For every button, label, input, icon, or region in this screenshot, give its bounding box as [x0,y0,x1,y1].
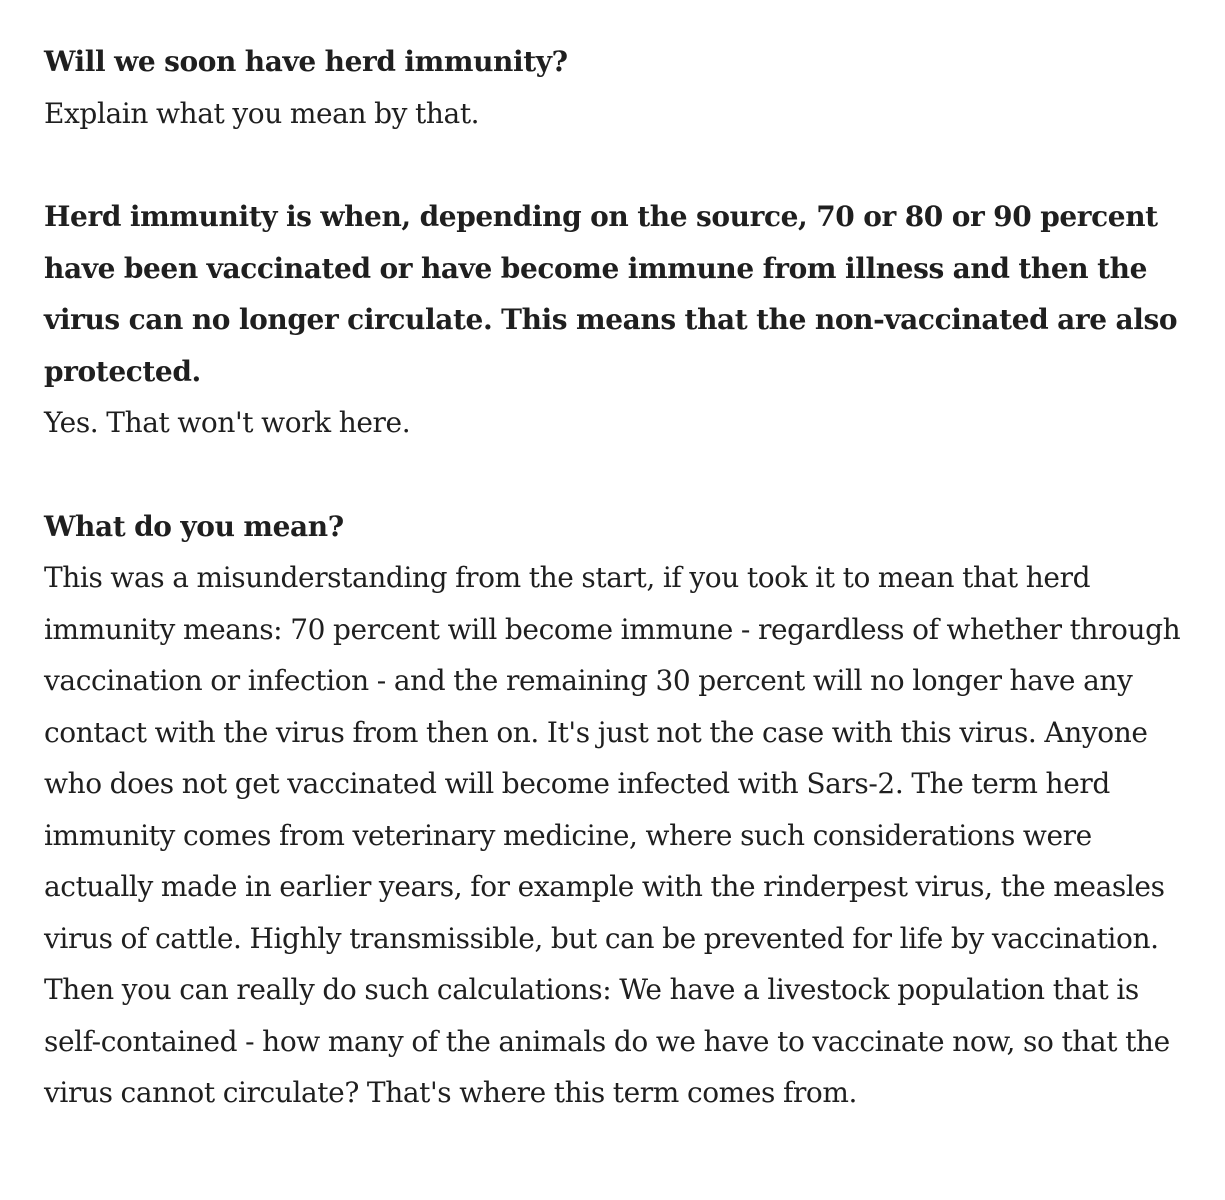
qa-block-what-do-you-mean [44,501,1187,1119]
interviewer-question: Will we soon have herd immunity? [44,45,568,78]
interviewee-answer: This was a misunderstanding from the start, if you took it to mean that herd immunity means: 70 percent will become immune - regardless of whether through vaccination or infection - and the remaining 30 percent will no longer have any contact with the virus from then on. It's just not the case with this virus. Anyone who does not get vaccinated will become infected with Sars-2. The term herd immunity comes from veterinary medicine, where such considerations were actually made in earlier years, for example with the rinderpest virus, the measles virus of cattle. Highly transmissible, but can be prevented for life by vaccination. Then you can really do such calculations: We have a livestock population that is self-contained - how many of the animals do we have to vaccinate now, so that the virus cannot circulate? That's where this term comes from. [44,561,1181,1109]
interviewer-question: What do you mean? [44,509,344,543]
interviewee-answer: Yes. That won't work here. [44,406,411,439]
qa-block-herd-immunity-soon [44,36,1187,139]
interviewee-answer: Explain what you mean by that. [44,96,480,130]
qa-block-herd-immunity-definition [44,191,1187,449]
interviewer-question: Herd immunity is when, depending on the source, 70 or 80 or 90 percent have been vaccinated or have become immune from illness and then the virus can no longer circulate. This means that the non-vaccinated are also protected. [44,200,1178,388]
